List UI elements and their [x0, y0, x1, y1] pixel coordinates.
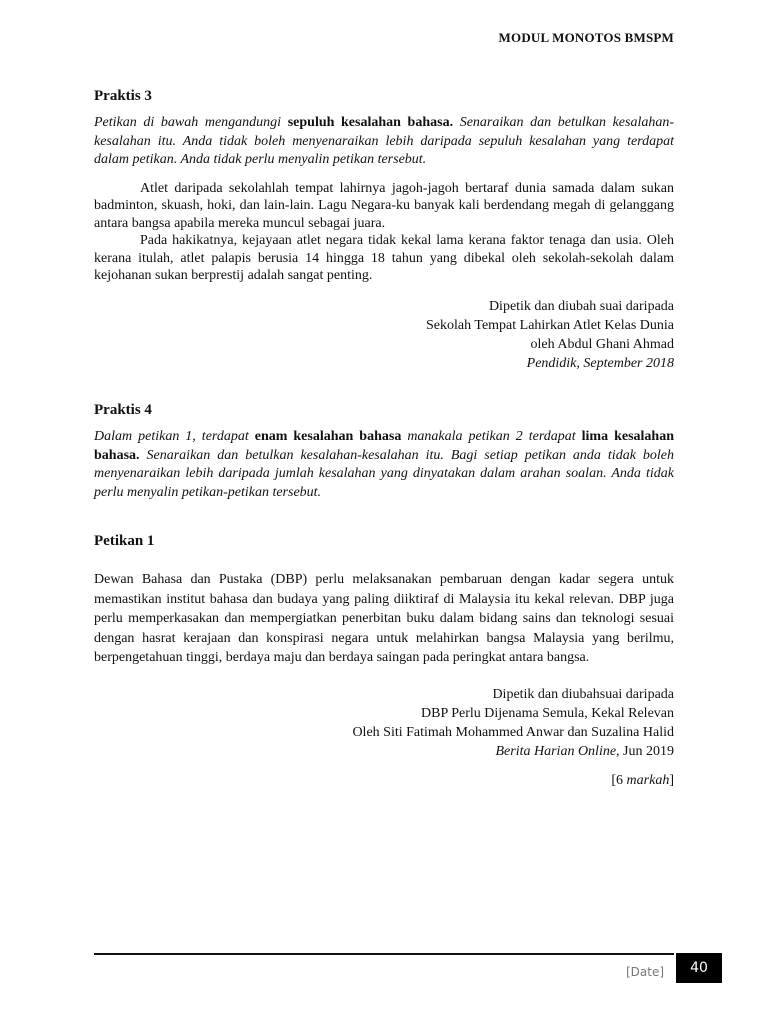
- source-publication: Pendidik, September 2018: [526, 355, 674, 371]
- praktis-4-heading: Praktis 4: [94, 402, 152, 418]
- footer-date: [Date]: [626, 965, 665, 979]
- instruction-emphasis: enam kesalahan bahasa: [254, 429, 402, 444]
- source-line: Dipetik dan diubah suai daripada: [488, 298, 674, 314]
- footer-divider: [94, 953, 674, 955]
- instruction-text: Senaraikan dan betulkan kesalahan-kesalahan itu. Anda tidak boleh menyenaraikan lebih daripada sepuluh kesalahan yang terdapat dalam petikan. Anda tidak perlu menyalin petikan tersebut.: [94, 115, 674, 167]
- source-title: DBP Perlu Dijenama Semula, Kekal Relevan: [421, 705, 674, 721]
- instruction-emphasis: lima kesalahan bahasa.: [94, 429, 675, 463]
- instruction-text: Dalam petikan 1, terdapat: [94, 429, 255, 444]
- praktis-3-section: [94, 88, 674, 373]
- passage-paragraph: Dewan Bahasa dan Pustaka (DBP) perlu melaksanakan pembaruan dengan kadar segera untuk memastikan institut bahasa dan budaya yang paling diiktiraf di Malaysia itu kekal relevan. DBP juga perlu memperkasakan dan mempergiatkan penerbitan buku dalam bidang sains dan teknologi sesuai dengan hasrat kerajaan dan konspirasi negara untuk melahirkan bangsa Malaysia yang berilmu, berpengetahuan tinggi, berdaya maju dan berdaya saingan pada peringkat antara bangsa.: [94, 572, 674, 665]
- instruction-emphasis: sepuluh kesalahan bahasa.: [287, 115, 454, 130]
- praktis-4-section: [94, 402, 674, 502]
- passage-paragraph: Atlet daripada sekolahlah tempat lahirnya jagoh-jagoh bertaraf dunia samada dalam sukan badminton, skuash, hoki, dan lain-lain. Lagu Negara-ku banyak kali berdendang megah di gelanggang antara bangsa apabila mereka muncul sebagai juara.: [94, 180, 674, 231]
- petikan-1-section: [94, 533, 674, 789]
- source-citation: [94, 297, 674, 373]
- marks-close: ]: [669, 772, 674, 788]
- marks-label: [94, 773, 674, 789]
- source-citation: [94, 685, 674, 761]
- instruction-text: manakala petikan 2 terdapat: [401, 429, 582, 444]
- marks-word: markah: [626, 772, 670, 788]
- source-line: Dipetik dan diubahsuai daripada: [492, 686, 674, 702]
- publication-date: , Jun 2019: [616, 743, 674, 759]
- source-publication: [94, 742, 674, 761]
- page-number: 40: [676, 953, 722, 983]
- publication-name: Berita Harian Online: [495, 743, 617, 759]
- praktis-4-instruction: [94, 428, 674, 502]
- marks-open: [6: [611, 772, 627, 788]
- praktis-3-heading: Praktis 3: [94, 88, 152, 104]
- source-title: Sekolah Tempat Lahirkan Atlet Kelas Dunia: [426, 317, 674, 333]
- source-author: Oleh Siti Fatimah Mohammed Anwar dan Suzalina Halid: [352, 724, 674, 740]
- petikan-1-heading: Petikan 1: [94, 533, 155, 549]
- module-title: MODUL MONOTOS BMSPM: [498, 30, 674, 45]
- source-author: oleh Abdul Ghani Ahmad: [530, 336, 674, 352]
- passage-paragraph: Pada hakikatnya, kejayaan atlet negara tidak kekal lama kerana faktor tenaga dan usia. Oleh kerana itulah, atlet palapis berusia 14 hingga 18 tahun yang dibekal oleh sekolah-sekolah dalam kejohanan sukan berprestij adalah sangat penting.: [94, 233, 674, 283]
- instruction-text: Senaraikan dan betulkan kesalahan-kesalahan itu. Bagi setiap petikan anda tidak boleh menyenaraikan lebih daripada jumlah kesalahan yang dinyatakan dalam arahan soalan. Anda tidak perlu menyalin petikan-petikan tersebut.: [94, 447, 674, 500]
- praktis-3-instruction: [94, 114, 674, 170]
- instruction-text: Petikan di bawah mengandungi: [94, 115, 288, 130]
